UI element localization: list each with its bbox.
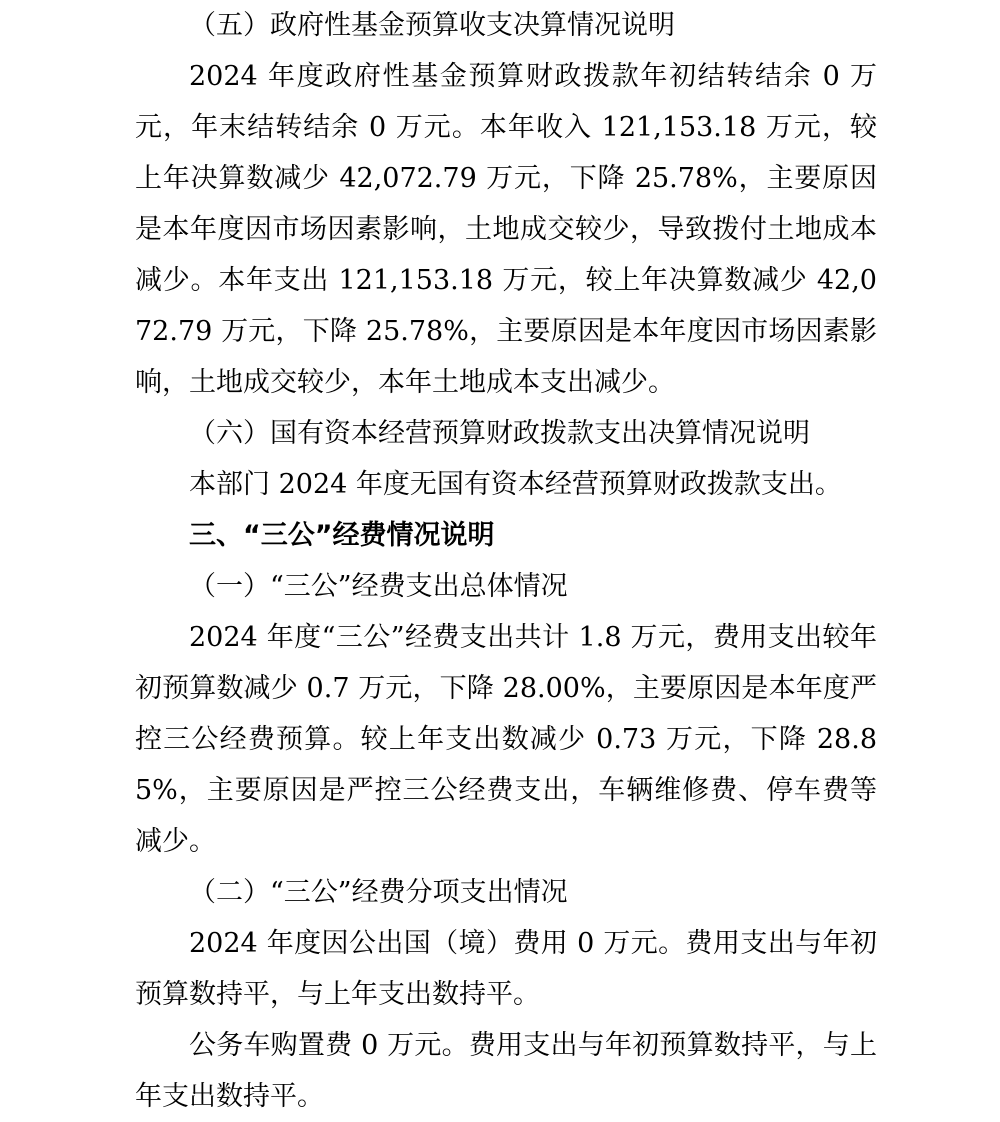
paragraph-overseas-travel: 2024 年度因公出国（境）费用 0 万元。费用支出与年初预算数持平，与上年支出数持平。 bbox=[135, 928, 877, 1010]
paragraph-vehicle-purchase: 公务车购置费 0 万元。费用支出与年初预算数持平，与上年支出数持平。 bbox=[135, 1030, 877, 1112]
section-heading-6: （六）国有资本经营预算财政拨款支出决算情况说明 bbox=[189, 418, 810, 449]
paragraph-government-fund: 2024 年度政府性基金预算财政拨款年初结转结余 0 万元，年末结转结余 0 万元。本年收入 121,153.18 万元，较上年决算数减少 42,072.79 万元，下降 25.78%，主要原因是本年度因市场因素影响，土地成交较少，导致拨付土地成本减少。本年支出 121,153.18 万元，较上年决算数减少 42,072.79 万元，下降 25.78%，主要原因是本年度因市场因素影响，土地成交较少，本年土地成本支出减少。 bbox=[135, 61, 877, 398]
paragraph-overall-expenditure: 2024 年度“三公”经费支出共计 1.8 万元，费用支出较年初预算数减少 0.7 万元，下降 28.00%，主要原因是本年度严控三公经费预算。较上年支出数减少 0.73 万元，下降 28.85%，主要原因是严控三公经费支出，车辆维修费、停车费等减少。 bbox=[135, 622, 877, 857]
document-page bbox=[135, 0, 877, 1122]
subsection-heading-itemized: （二）“三公”经费分项支出情况 bbox=[189, 877, 568, 908]
paragraph-state-capital: 本部门 2024 年度无国有资本经营预算财政拨款支出。 bbox=[189, 469, 842, 500]
section-heading-three-public: 三、“三公”经费情况说明 bbox=[189, 520, 495, 551]
section-heading-5: （五）政府性基金预算收支决算情况说明 bbox=[189, 10, 675, 41]
subsection-heading-overall: （一）“三公”经费支出总体情况 bbox=[189, 571, 568, 602]
